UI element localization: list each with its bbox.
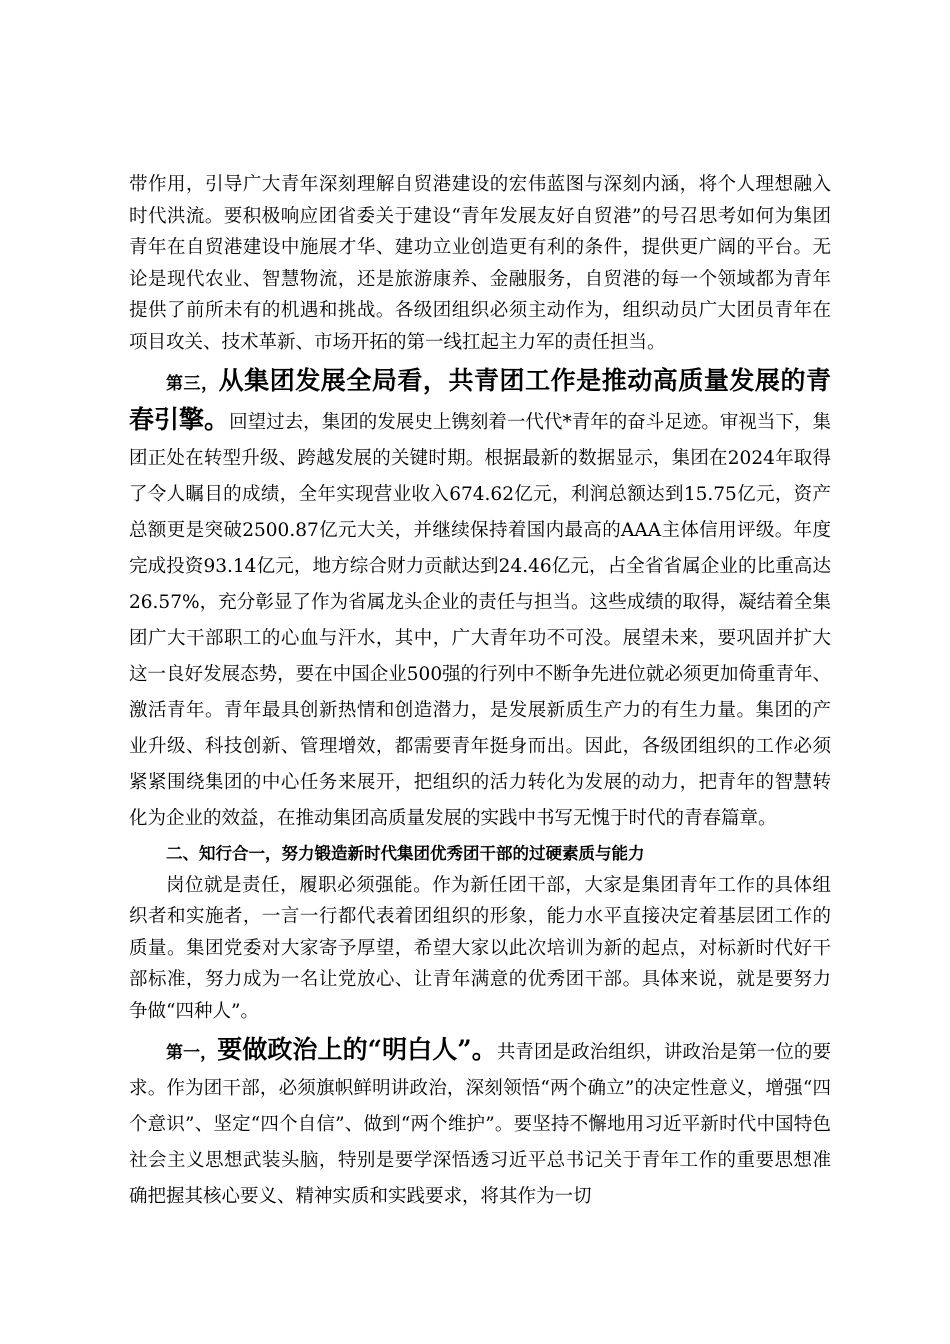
paragraph-first-point	[129, 1032, 831, 1215]
point-label-first: 第一，	[166, 1042, 218, 1063]
point-body-first: 共青团是政治组织，讲政治是第一位的要求。作为团干部，必须旗帜鲜明讲政治，深刻领悟“两个确立”的决定性意义，增强“四个意识”、坚定“四个自信”、做到“两个维护”。要坚持不懈地用习近平新时代中国特色社会主义思想武装头脑，特别是要学深悟透习近平总书记关于青年工作的重要思想准确把握其核心要义、精神实质和实践要求，将其作为一切	[129, 1041, 831, 1207]
point-title-first: 要做政治上的“明白人”。	[217, 1034, 497, 1064]
section-heading-two: 二、知行合一，努力锻造新时代集团优秀团干部的过硬素质与能力	[166, 843, 645, 863]
paragraph-four-kinds: 岗位就是责任，履职必须强能。作为新任团干部，大家是集团青年工作的具体组织者和实施者，一言一行都代表着团组织的形象，能力水平直接决定着基层团工作的质量。集团党委对大家寄予厚望，希望大家以此次培训为新的起点，对标新时代好干部标准，努力成为一名让党放心、让青年满意的优秀团干部。具体来说，就是要努力争做“四种人”。	[129, 874, 831, 1022]
document-page	[129, 169, 831, 1215]
point-label-third: 第三，	[166, 373, 219, 394]
point-body-third: 回望过去，集团的发展史上镌刻着一代代*青年的奋斗足迹。审视当下，集团正处在转型升级、跨越发展的关键时期。根据最新的数据显示，集团在2024年取得了令人瞩目的成绩，全年实现营业收入674.62亿元，利润总额达到15.75亿元，资产总额更是突破2500.87亿元大关，并继续保持着国内最高的AAA主体信用评级。年度完成投资93.14亿元，地方综合财力贡献达到24.46亿元，占全省省属企业的比重高达26.57%，充分彰显了作为省属龙头企业的责任与担当。这些成绩的取得，凝结着全集团广大干部职工的心血与汗水，其中，广大青年功不可没。展望未来，要巩固并扩大这一良好发展态势，要在中国企业500强的行列中不断争先进位就必须更加倚重青年、激活青年。青年最具创新热情和创造潜力，是发展新质生产力的有生力量。集团的产业升级、科技创新、管理增效，都需要青年挺身而出。因此，各级团组织的工作必须紧紧围绕集团的中心任务来展开，把组织的活力转化为发展的动力，把青年的智慧转化为企业的效益，在推动集团高质量发展的实践中书写无愧于时代的青春篇章。	[129, 411, 831, 829]
paragraph-third-point	[129, 363, 831, 837]
paragraph-zimaogang: 带作用，引导广大青年深刻理解自贸港建设的宏伟蓝图与深刻内涵，将个人理想融入时代洪流。要积极响应团省委关于建设“青年发展友好自贸港”的号召思考如何为集团青年在自贸港建设中施展才华、建功立业创造更有利的条件，提供更广阔的平台。无论是现代农业、智慧物流，还是旅游康养、金融服务，自贸港的每一个领域都为青年提供了前所未有的机遇和挑战。各级团组织必须主动作为，组织动员广大团员青年在项目攻关、技术革新、市场开拓的第一线扛起主力军的责任担当。	[129, 174, 831, 353]
point-title-third: 从集团发展全局看，共青团工作是推动高质量发展的青春引擎。	[129, 365, 831, 434]
